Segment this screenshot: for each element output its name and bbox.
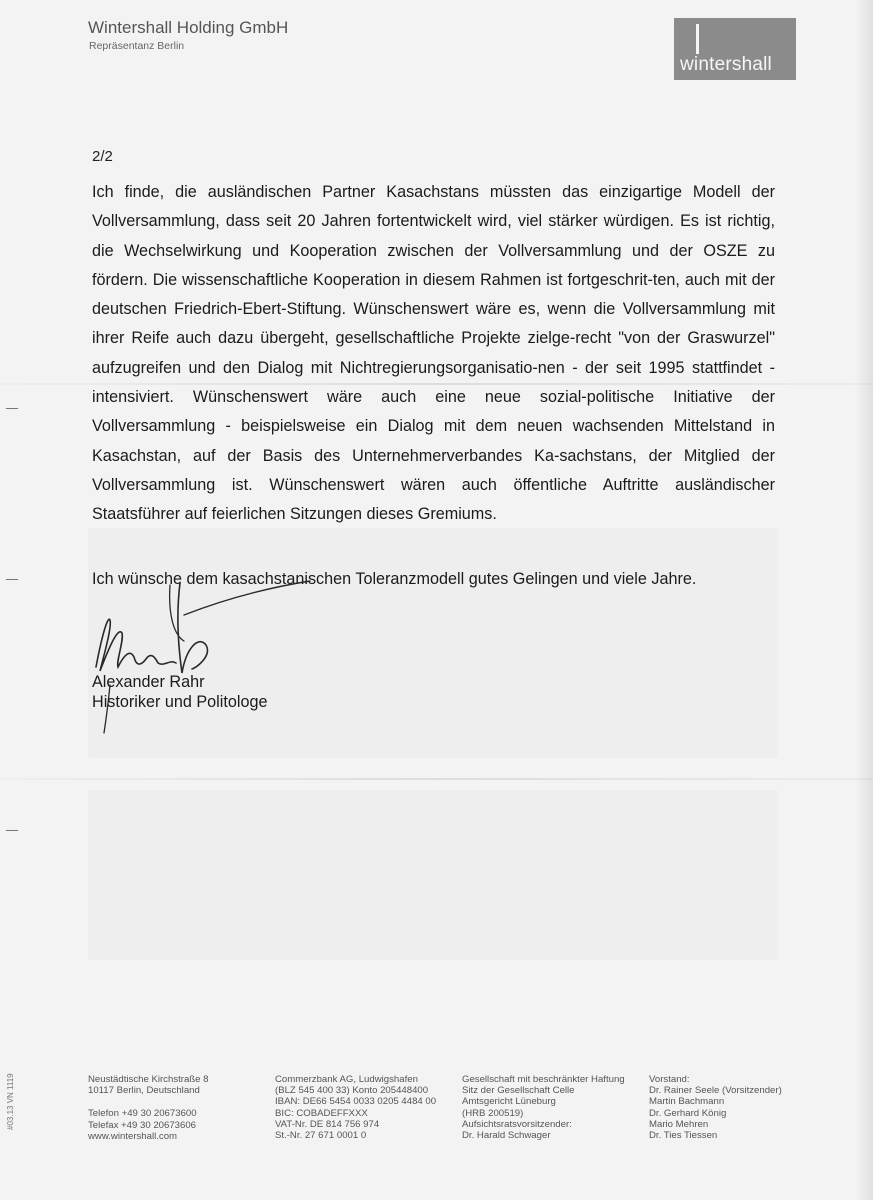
- letter-body: Ich finde, die ausländischen Partner Kasachstans müssten das einzigartige Modell der Vollversammlung, dass seit 20 Jahren fortentwickelt wird, viel stärker würdigen. Es ist richtig, die Wechselwirkung und Kooperation zwischen der Vollversammlung und der OSZE zu fördern. Die wissenschaftliche Kooperation in diesem Rahmen ist fortgeschrit-ten, auch mit der deutschen Friedrich-Ebert-Stiftung. Wünschenswert wäre es, wenn die Vollversammlung mit ihrer Reife auch dazu übergeht, gesellschaftliche Projekte zielge-recht "von der Graswurzel" aufzugreifen und den Dialog mit Nichtregierungsorganisatio-nen - der seit 1995 stattfindet - intensiviert. Wünschenswert wäre auch eine neue sozial-politische Initiative der Vollversammlung - beispielsweise ein Dialog mit dem neuen wachsenden Mittelstand in Kasachstan, auf der Basis des Unternehmerverbandes Ka-sachstans, der Mitglied der Vollversammlung ist. Wünschenswert wären auch öffentliche Auftritte ausländischer Staatsführer auf feierlichen Sitzungen dieses Gremiums.: [92, 183, 775, 524]
- footer-line: Dr. Gerhard König: [649, 1107, 727, 1119]
- footer-line: Dr. Ties Tiessen: [649, 1130, 718, 1142]
- company-name: Wintershall Holding GmbH: [88, 18, 289, 37]
- signatory-title: Historiker und Politologe: [92, 693, 268, 711]
- footer-line: Telefon +49 30 20673600: [88, 1108, 197, 1120]
- footer-line: Neustädtische Kirchstraße 8: [88, 1074, 209, 1085]
- wintershall-logo: [674, 18, 796, 80]
- footer-line: Sitz der Gesellschaft Celle: [462, 1085, 575, 1097]
- footer-bank: [275, 1074, 436, 1141]
- footer-line: Dr. Rainer Seele (Vorsitzender): [649, 1085, 782, 1097]
- company-office: Repräsentanz Berlin: [89, 40, 185, 52]
- footer-line: (HRB 200519): [462, 1107, 524, 1119]
- footer-line: Aufsichtsratsvorsitzender:: [462, 1118, 572, 1130]
- signatory-name: Alexander Rahr: [92, 673, 205, 691]
- fold-mark: [6, 408, 18, 409]
- fold-mark: [6, 579, 18, 580]
- footer-line: 10117 Berlin, Deutschland: [88, 1085, 200, 1097]
- footer-address: [88, 1074, 209, 1142]
- footer-line: Vorstand:: [649, 1074, 690, 1085]
- footer-line: Amtsgericht Lüneburg: [462, 1096, 556, 1108]
- footer-line: Dr. Harald Schwager: [462, 1130, 551, 1142]
- logo-text: wintershall: [680, 54, 772, 75]
- form-code: #03.13 VN 1119: [6, 1073, 15, 1130]
- show-through-area: [88, 790, 778, 960]
- footer-line: VAT-Nr. DE 814 756 974: [275, 1118, 380, 1130]
- fold-line: [0, 778, 873, 780]
- footer-line: IBAN: DE66 5454 0033 0205 4484 00: [275, 1096, 437, 1108]
- page-number: 2/2: [92, 148, 113, 165]
- fold-mark: [6, 830, 18, 831]
- footer-line: St.-Nr. 27 671 0001 0: [275, 1130, 367, 1142]
- footer-company: [462, 1074, 625, 1141]
- footer-line: BIC: COBADEFFXXX: [275, 1107, 368, 1119]
- logo-bar: [696, 24, 699, 54]
- letter-closing: Ich wünsche dem kasachstanischen Toleranzmodell gutes Gelingen und viele Jahre.: [92, 570, 697, 588]
- footer-line: (BLZ 545 400 33) Konto 205448400: [275, 1085, 429, 1097]
- footer-line: Mario Mehren: [649, 1118, 709, 1130]
- footer-line: Commerzbank AG, Ludwigshafen: [275, 1074, 418, 1085]
- footer-line: www.wintershall.com: [88, 1130, 178, 1142]
- footer-line: Telefax +49 30 20673606: [88, 1119, 197, 1131]
- footer-line: Martin Bachmann: [649, 1096, 725, 1108]
- footer-line: Gesellschaft mit beschränkter Haftung: [462, 1074, 625, 1085]
- footer-board: [649, 1074, 782, 1141]
